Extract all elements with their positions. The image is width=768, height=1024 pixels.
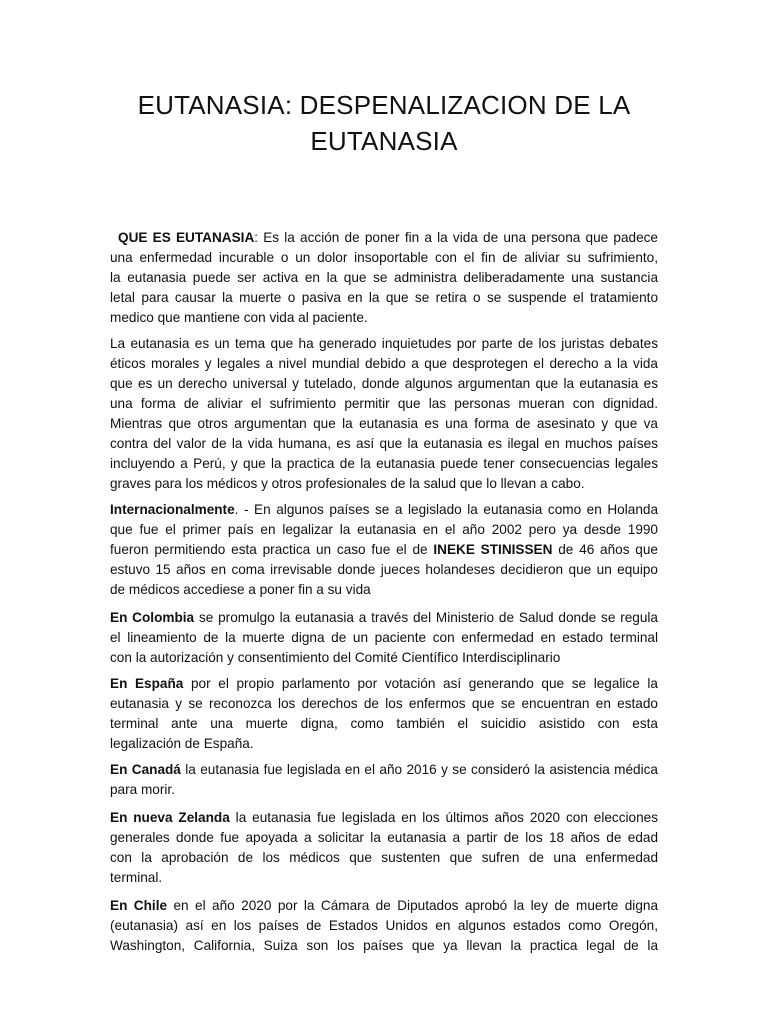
document-title-line-2: EUTANASIA [310, 126, 458, 156]
text-line: Mientras que otros argumentan que la eutanasia es una forma de asesinato y que va [110, 416, 658, 431]
text-line [110, 500, 658, 520]
text-line: que es un derecho universal y tutelado, donde algunos argumentan que la eutanasia es [110, 376, 658, 391]
text-line: con la autorización y consentimiento del Comité Científico Interdisciplinario [110, 650, 561, 665]
heading-en-canada: En Canadá [110, 762, 181, 777]
text-line: graves para los médicos y otros profesionales de la salud que lo llevan a cabo. [110, 476, 585, 491]
text-line: terminal. [110, 870, 163, 885]
name-ineke-stinissen: INEKE STINISSEN [433, 542, 553, 557]
heading-en-nueva-zelanda: En nueva Zelanda [110, 810, 230, 825]
text-line: la eutanasia puede ser activa en la que se administra deliberadamente una sustancia [110, 270, 658, 285]
text-line: con la aprobación de los médicos que sustenten que sufren de una enfermedad [110, 850, 658, 865]
document-title-line-1: EUTANASIA: DESPENALIZACION DE LA [137, 90, 631, 120]
heading-en-espana: En España [110, 676, 184, 691]
text-span: en el año 2020 por la Cámara de Diputados aprobó la ley de muerte digna [167, 898, 658, 913]
text-line: que fue el primer país en legalizar la eutanasia en el año 2002 pero ya desde 1990 [110, 522, 658, 537]
text-line [110, 608, 658, 628]
text-line: generales donde fue apoyada a solicitar la eutanasia a partir de los 18 años de edad [110, 830, 658, 845]
text-line: Washington, California, Suiza son los países que ya llevan la practica legal de la [110, 938, 658, 953]
heading-internacionalmente: Internacionalmente [110, 502, 235, 517]
text-line: medico que mantiene con vida al paciente. [110, 310, 368, 325]
text-line: legalización de España. [110, 736, 254, 751]
text-line [110, 808, 658, 828]
text-line [118, 228, 658, 248]
text-line: letal para causar la muerte o pasiva en la que se retira o se suspende el tratamiento [110, 290, 658, 305]
text-line: para morir. [110, 782, 175, 797]
text-span: fueron permitiendo esta practica un caso fue el de [110, 542, 434, 557]
text-line [110, 674, 658, 694]
text-span: la eutanasia fue legislada en el año 2016 y se consideró la asistencia médica [180, 762, 658, 777]
text-span: : Es la acción de poner fin a la vida de una persona que padece [254, 230, 658, 245]
text-span: de 46 años que [552, 542, 658, 557]
text-span: por el propio parlamento por votación así generando que se legalice la [183, 676, 658, 691]
text-line: contra del valor de la vida humana, es así que la eutanasia es ilegal en muchos países [110, 436, 658, 451]
heading-que-es-eutanasia: QUE ES EUTANASIA [118, 230, 255, 245]
text-span: la eutanasia fue legislada en los últimos años 2020 con elecciones [229, 810, 658, 825]
text-span: se promulgo la eutanasia a través del Ministerio de Salud donde se regula [194, 610, 658, 625]
text-line: eutanasia y se reconozca los derechos de los enfermos que se encuentran en estado [110, 696, 658, 711]
text-span: . - En algunos países se a legislado la eutanasia como en Holanda [234, 502, 658, 517]
text-line: La eutanasia es un tema que ha generado inquietudes por parte de los juristas debates [110, 336, 658, 351]
text-line: terminal ante una muerte digna, como también el suicidio asistido con esta [110, 716, 658, 731]
text-line: incluyendo a Perú, y que la practica de la eutanasia puede tener consecuencias legales [110, 456, 658, 471]
text-line [110, 896, 658, 916]
text-line: (eutanasia) así en los países de Estados Unidos en algunos estados como Oregón, [110, 918, 658, 933]
text-line: el lineamiento de la muerte digna de un paciente con enfermedad en estado terminal [110, 630, 658, 645]
text-line [110, 540, 658, 560]
text-line: estuvo 15 años en coma irrevisable donde jueces holandeses decidieron que un equipo [110, 562, 658, 577]
heading-en-colombia: En Colombia [110, 610, 195, 625]
text-line: de médicos accediese a poner fin a su vida [110, 582, 371, 597]
text-line: éticos morales y legales a nivel mundial debido a que desprotegen el derecho a la vida [110, 356, 658, 371]
heading-en-chile: En Chile [110, 898, 168, 913]
text-line: una enfermedad incurable o un dolor insoportable con el fin de aliviar su sufrimiento, [110, 250, 658, 265]
text-line: una forma de aliviar el sufrimiento permitir que las personas mueran con dignidad. [110, 396, 658, 411]
text-line [110, 760, 658, 780]
